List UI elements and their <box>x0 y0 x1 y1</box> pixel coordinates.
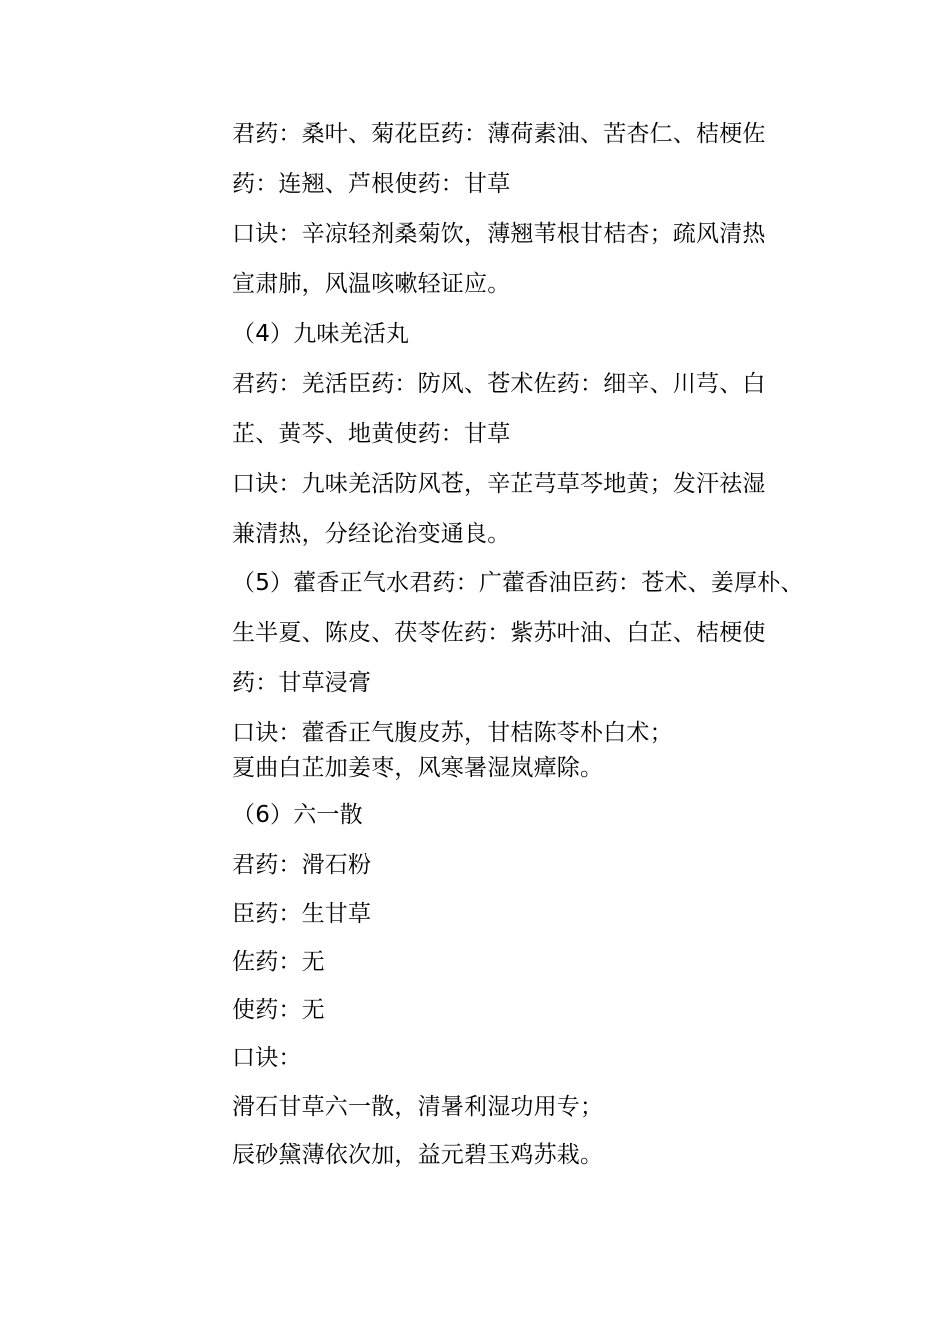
text-line-1: 君药：桑叶、菊花臣药：薄荷素油、苦杏仁、桔梗佐 <box>232 121 766 147</box>
text-line-19: 使药：无 <box>232 997 325 1023</box>
text-line-4: 宣肃肺，风温咳嗽轻证应。 <box>232 271 511 297</box>
text-line-22: 辰砂黛薄依次加，益元碧玉鸡苏栽。 <box>232 1142 604 1168</box>
section-heading-6: （6）六一散 <box>232 802 363 828</box>
text-line-2: 药：连翘、芦根使药：甘草 <box>232 171 511 197</box>
section-heading-5: （5）藿香正气水君药：广藿香油臣药：苍术、姜厚朴、 <box>232 570 804 596</box>
text-line-9: 兼清热，分经论治变通良。 <box>232 521 511 547</box>
text-line-11: 生半夏、陈皮、茯苓佐药：紫苏叶油、白芷、桔梗使 <box>232 620 766 646</box>
text-line-16: 君药：滑石粉 <box>232 852 372 878</box>
text-line-3: 口诀：辛凉轻剂桑菊饮，薄翘苇根甘桔杏；疏风清热 <box>232 221 766 247</box>
text-line-7: 芷、黄芩、地黄使药：甘草 <box>232 421 511 447</box>
text-line-17: 臣药：生甘草 <box>232 901 372 927</box>
text-line-21: 滑石甘草六一散，清暑利湿功用专； <box>232 1094 604 1120</box>
text-line-12: 药：甘草浸膏 <box>232 670 372 696</box>
text-line-13: 口诀：藿香正气腹皮苏，甘桔陈苓朴白术； <box>232 720 673 746</box>
text-line-18: 佐药：无 <box>232 949 325 975</box>
section-heading-4: （4）九味羌活丸 <box>232 321 410 347</box>
text-line-14: 夏曲白芷加姜枣，风寒暑湿岚瘴除。 <box>232 755 604 781</box>
text-line-20: 口诀： <box>232 1045 302 1071</box>
text-line-8: 口诀：九味羌活防风苍，辛芷芎草芩地黄；发汗祛湿 <box>232 471 766 497</box>
text-line-6: 君药：羌活臣药：防风、苍术佐药：细辛、川芎、白 <box>232 371 766 397</box>
